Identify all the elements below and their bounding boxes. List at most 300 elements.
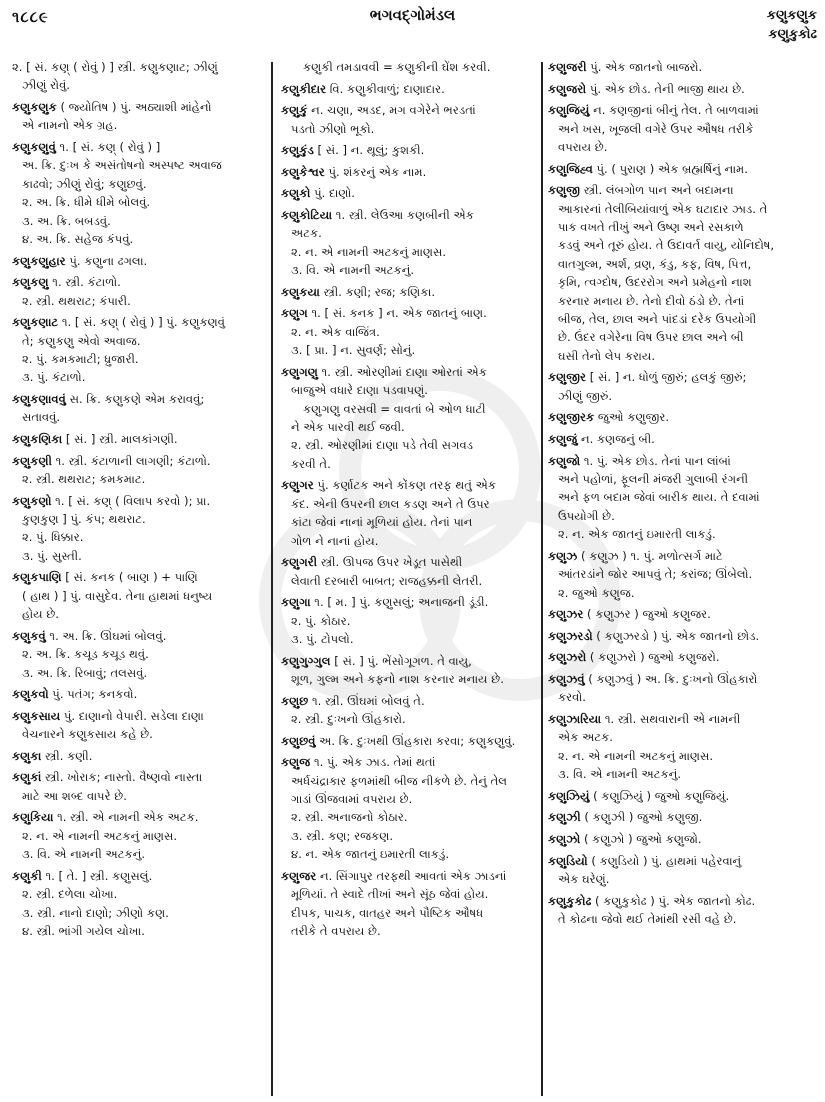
sense-line: ૨. સ્ત્રી. દુઃખનો ઊંહકારો. bbox=[291, 712, 406, 727]
column-2 bbox=[281, 58, 535, 1098]
sense-line: ૩. સ્ત્રી. કણ; રજકણ. bbox=[291, 828, 394, 843]
definition-text: ૧. સ્ત્રી. ઓરણીમાં દાણા ઓરતાં એક bbox=[317, 364, 487, 379]
definition-text: ( કણુઝો ) જુઓ કણુજો. bbox=[580, 832, 702, 847]
definition-text: ૧. [ તે. ] સ્ત્રી. કણુસલું. bbox=[41, 868, 153, 883]
column-1 bbox=[12, 58, 266, 1098]
entry-first-line bbox=[12, 492, 266, 510]
dictionary-entry bbox=[12, 568, 266, 623]
headword: કણુઝરડો bbox=[548, 628, 593, 643]
continuation-line: કાંટા જેવાં નાનાં મૂળિયાં હોય. તેનાં પાન bbox=[291, 515, 473, 530]
continuation-line: એક અટક. bbox=[558, 730, 613, 745]
dictionary-entry bbox=[548, 58, 816, 76]
definition-text: પું. કણુના ઢગલા. bbox=[65, 253, 148, 268]
definition-text: ૧. સ્ત્રી. સથવારાની એ નામની bbox=[601, 712, 741, 727]
definition-text: [ સં. ] સ્ત્રી. માલકાંગણી. bbox=[62, 432, 178, 447]
sense-line: ૨. સ્ત્રી. થથરાટ; કંપારી. bbox=[22, 293, 131, 308]
definition-text: ૧. પું. એક ઝાડ. તેમાં થતાં bbox=[310, 755, 436, 770]
sense-line: ૨. પું. ધિક્કાર. bbox=[22, 530, 84, 545]
idiom-continuation: ને એક પારવી થઈ જવી. bbox=[291, 420, 405, 434]
continuation-line: હોય છે. bbox=[22, 607, 59, 622]
entry-first-line bbox=[281, 732, 535, 750]
headword: કણુગર bbox=[281, 478, 314, 493]
continuation-line: આકારનાં તેલીબિયાંવાળું એક ઘટાદાર ઝાડ. તે bbox=[558, 201, 768, 216]
headword: કણુકિયા bbox=[12, 810, 54, 825]
headword: કણુઝવું bbox=[548, 672, 585, 687]
continuation-line: આંતરડાંને જોર આપવું તે; કરાંજ; ઊંબેલો. bbox=[558, 567, 753, 582]
sense-line: ૪. અ. ક્રિ. સહેજ કંપવું. bbox=[22, 232, 134, 247]
definition-text: સ્ત્રી. કણી; રજ; કણિકા. bbox=[319, 284, 436, 299]
guide-words bbox=[767, 6, 817, 44]
dictionary-entry bbox=[281, 304, 535, 359]
continuation-line: ગોળ ને નાનાં હોય. bbox=[291, 533, 379, 548]
headword: કણુકાં bbox=[12, 770, 42, 785]
sense-line: ૩. સ્ત્રી. નાનો દાણો; ઝીણો કણ. bbox=[22, 905, 169, 920]
entry-first-line bbox=[12, 430, 266, 448]
definition-text: પું. ( પુરાણ ) એક બ્રહ્મર્ષિનું નામ. bbox=[592, 161, 748, 176]
dictionary-entry bbox=[548, 160, 816, 178]
dictionary-entry bbox=[548, 452, 816, 544]
headword: કણુજો bbox=[548, 453, 581, 468]
entry-first-line bbox=[281, 363, 535, 381]
continuation-line: અર્ધચંદ્રાકાર ફળમાંથી બીજ નીકળે છે. તેનું તેલ bbox=[291, 773, 508, 788]
entry-first-line bbox=[548, 892, 816, 910]
definition-text: સ્ત્રી. ઊપજ ઉપર ખેડૂત પાસેથી bbox=[317, 555, 463, 570]
dictionary-entry bbox=[12, 747, 266, 765]
definition-text: ન. ચણા, અડદ, મગ વગેરેને ભરડતાં bbox=[307, 103, 476, 118]
continuation-line: કડવું અને તૂરું હોય. તે ઉદાવર્ત વાયુ, યોનિદોષ, bbox=[558, 238, 775, 253]
entry-first-line bbox=[12, 138, 266, 156]
continuation-line: કુણકુણ ] પું. કંપ; થથરાટ. bbox=[22, 512, 146, 527]
headword: કણુઝારિયા bbox=[548, 712, 602, 727]
continuation-line: અટક. bbox=[291, 226, 322, 241]
continuation-line: બીજ, તેલ, છાલ અને પાંદડાં દરેક ઉપયોગી bbox=[558, 312, 757, 327]
dictionary-entry bbox=[12, 808, 266, 863]
column-divider bbox=[271, 62, 273, 1096]
headword: કણુઝ bbox=[548, 548, 578, 563]
dictionary-entry bbox=[548, 181, 816, 365]
definition-text: ૧. સ્ત્રી. કંટાળાની લાગણી; કંટાળો. bbox=[51, 453, 211, 468]
sense-line: ૨. પું. કોઠાર. bbox=[291, 613, 351, 628]
entry-first-line bbox=[548, 80, 816, 98]
dictionary-entry bbox=[548, 710, 816, 784]
sense-line: ૩. પું. કંટાળો. bbox=[22, 370, 86, 385]
definition-text: સ્ત્રી. ખોરાક; નાસ્તો. વૈષ્ણવો નાસ્તા bbox=[41, 770, 203, 785]
definition-text: ૧. અ. ક્રિ. ઊંઘમાં બોલવું. bbox=[45, 628, 167, 643]
continuation-line: અ. ક્રિ. દુઃખ કે અસંતોષનો અસ્પષ્ટ અવાજ bbox=[22, 158, 222, 173]
continuation-line: કરવો. bbox=[558, 690, 586, 705]
running-title: ભગવદ્ગોમંડલ bbox=[369, 6, 456, 24]
dictionary-entry bbox=[12, 492, 266, 566]
dictionary-entry bbox=[548, 101, 816, 156]
dictionary-entry bbox=[12, 313, 266, 387]
headword: કણુઝી bbox=[548, 810, 581, 825]
headword: કણુકેશ્વર bbox=[281, 164, 325, 179]
idiom-line: કણુગણુ વરસવી = વાવતાં બે ઓળ ધાટી bbox=[303, 401, 486, 416]
continuation-line: ઉપયોગી છે. bbox=[558, 508, 615, 523]
entry-first-line bbox=[281, 184, 535, 202]
headword: કણુગરી bbox=[281, 555, 318, 570]
entry-first-line bbox=[281, 867, 535, 885]
dictionary-entry bbox=[281, 652, 535, 689]
sense-line: ૩. અ. ક્રિ. બબડવું. bbox=[22, 213, 111, 228]
entry-first-line bbox=[12, 685, 266, 703]
continuation-line: માટે આ શબ્દ વાપરે છે. bbox=[22, 788, 127, 803]
definition-text: ન. કણજીનાં બીનું તેલ. તે બાળવામાં bbox=[589, 103, 759, 118]
definition-text: ન. સિંગાપુર તરફથી આવતાં એક ઝાડનાં bbox=[316, 868, 507, 883]
sense-line: ૩. પું. ટોપલો. bbox=[291, 632, 354, 647]
dictionary-entry bbox=[548, 430, 816, 448]
entry-first-line bbox=[12, 273, 266, 291]
entry-first-line bbox=[281, 163, 535, 181]
continuation-line: કંદ. એની ઉપરની છાલ કડણ અને તે ઉપર bbox=[291, 496, 490, 511]
headword: કણુકણી bbox=[12, 453, 52, 468]
entry-first-line bbox=[548, 710, 816, 728]
headword: કણુજરી bbox=[548, 60, 587, 74]
dictionary-entry bbox=[548, 80, 816, 98]
sense-line: ૨. ન. એક જાતનું ઇમારતી લાકડું. bbox=[558, 527, 716, 542]
definition-text: ૧. સ્ત્રી. એ નામની એક અટક. bbox=[53, 810, 199, 825]
dictionary-entry bbox=[548, 892, 816, 929]
continuation-line: તે કોઢના જેવો થઈ તેમાંથી રસી વહે છે. bbox=[558, 912, 737, 927]
sense-line: ૪. ન. એક જાતનું ઇમારતી લાકડું. bbox=[291, 847, 450, 862]
entry-first-line bbox=[12, 390, 266, 408]
entry-first-line bbox=[548, 852, 816, 870]
entry-first-line bbox=[281, 476, 535, 494]
idiom-line: કણુકી તમડાવવી = કણુકીની ઘેંશ કરવી. bbox=[303, 60, 491, 74]
entry-first-line bbox=[548, 408, 816, 426]
definition-text: સ. ક્રિ. કણુકણે એમ કરાવવું; bbox=[65, 392, 205, 407]
entry-first-line bbox=[281, 80, 535, 98]
sense-line: ૨. ન. એ નામની અટકનું માણસ. bbox=[558, 748, 714, 763]
continuation-line: કાઢવો; ઝીણું રોવું; કણુછવું. bbox=[22, 176, 147, 191]
entry-first-line bbox=[12, 252, 266, 270]
entry-first-line bbox=[281, 692, 535, 710]
headword: કણુકવો bbox=[12, 687, 49, 702]
dictionary-entry bbox=[12, 768, 266, 805]
entry-first-line bbox=[548, 547, 816, 565]
continuation-line: તે; કણુકણુ એવો અવાજ. bbox=[22, 333, 141, 348]
definition-text: ન. કણજનું બી. bbox=[577, 432, 655, 447]
definition-text: ૧. [ સં. કનક ] ન. એક જાતનું બાણ. bbox=[307, 306, 487, 321]
definition-text: ( કણુકુકોઢ ) પું. એક જાતનો કોઢ. bbox=[591, 893, 756, 908]
continuation-line: બાજુએ વધારે દાણા પડવાપણું. bbox=[291, 383, 428, 398]
headword: કણુકસાય bbox=[12, 708, 61, 723]
dictionary-entry bbox=[281, 141, 535, 159]
continuation-line: વપરાય છે. bbox=[558, 140, 608, 154]
dictionary-entry bbox=[281, 283, 535, 301]
dictionary-entry bbox=[281, 184, 535, 202]
sense-line: ૨. સ્ત્રી. ઓરણીમાં દાણા પડે તેવી સગવડ bbox=[291, 438, 474, 453]
headword: કણુઝિયું bbox=[548, 788, 590, 803]
headword: કણુજિહ્વ bbox=[548, 161, 593, 176]
definition-text: પું. કર્ણાટક અને કોંકણ તરફ થતું એક bbox=[313, 478, 497, 493]
sense-line: ૩. પું. સુસ્તી. bbox=[22, 548, 82, 563]
sense-line: ૩. વિ. એ નામની અટકનું. bbox=[558, 767, 682, 782]
headword: કણુઝો bbox=[548, 832, 581, 847]
definition-text: ( કણુઝી ) જુઓ કણુજી. bbox=[580, 810, 703, 825]
dictionary-entry bbox=[12, 273, 266, 310]
headword: કણુકુંડ bbox=[281, 143, 314, 158]
sense-line: ૨. સ્ત્રી. થથરાટ; કમકમાટ. bbox=[22, 472, 146, 487]
dictionary-entry bbox=[281, 867, 535, 941]
entry-first-line bbox=[12, 627, 266, 645]
sense-line: ૩. [ પ્રા. ] ન. સુવર્ણ; સોનું. bbox=[291, 343, 416, 358]
entry-first-line bbox=[12, 808, 266, 826]
entry-first-line bbox=[548, 830, 816, 848]
guide-word-last: કણુકુકોઢ bbox=[768, 27, 817, 42]
definition-text: ( કણુઝિયું ) જુઓ કણુજિયું. bbox=[589, 788, 730, 803]
definition-text: ( કણુઝરો ) જુઓ કણુજરો. bbox=[586, 650, 720, 665]
dictionary-entry bbox=[281, 732, 535, 750]
dictionary-entry bbox=[281, 101, 535, 138]
continuation-line: એ નામનો એક ગ્રહ. bbox=[22, 118, 118, 133]
definition-text: ( કણુઝવું ) અ. ક્રિ. દુઃખનો ઊંહકારો bbox=[584, 672, 758, 687]
continuation-line: દીપક, પાચક, વાતહર અને પૌષ્ટિક ઔષધ bbox=[291, 905, 484, 920]
dictionary-entry bbox=[12, 867, 266, 941]
dictionary-entry bbox=[548, 605, 816, 623]
entry-first-line bbox=[12, 313, 266, 331]
entry-first-line bbox=[281, 283, 535, 301]
dictionary-entry bbox=[12, 138, 266, 248]
entry-first-line bbox=[548, 787, 816, 805]
dictionary-entry bbox=[12, 627, 266, 682]
definition-text: જુઓ કણુજીર. bbox=[594, 410, 670, 425]
entry-first-line bbox=[12, 568, 266, 586]
entry-first-line bbox=[548, 430, 816, 448]
dictionary-entry bbox=[281, 363, 535, 473]
headword: કણુકણુક bbox=[12, 100, 57, 114]
headword: કણુજિયું bbox=[548, 103, 590, 118]
dictionary-entry bbox=[281, 80, 535, 98]
definition-text: પું. એક છોડ. તેની ભાજી થાય છે. bbox=[586, 81, 745, 96]
dictionary-entry bbox=[281, 476, 535, 550]
continuation-line: અને ફળ બદામ જેવાં બારીક થાય. તે દવામાં bbox=[558, 490, 760, 505]
definition-text: ૧. [ સં. કણ્ ( રોવું ) ] bbox=[55, 140, 161, 154]
headword: કણુકવું bbox=[12, 628, 46, 643]
dictionary-entry bbox=[12, 430, 266, 448]
dictionary-entry bbox=[12, 98, 266, 135]
sense-line: ૨. સ્ત્રી. અનાજનો કોઠાર. bbox=[291, 810, 408, 825]
dictionary-entry bbox=[12, 252, 266, 270]
headword: કણુજીરક bbox=[548, 410, 595, 425]
dictionary-entry bbox=[281, 753, 535, 863]
headword: કણુકું bbox=[281, 103, 308, 118]
headword: કણુકા bbox=[12, 748, 42, 763]
headword: કણુકપાણિ bbox=[12, 570, 62, 585]
definition-text: ૧. [ સં. કણ્ ( વિલાપ કરવો ); પ્રા. bbox=[51, 493, 211, 508]
entry-first-line bbox=[281, 753, 535, 771]
continuation-line: પાક વખતે તીખું અને ઉષ્ણ અને રસકાળે bbox=[558, 220, 744, 234]
guide-word-first: કણુકણુક bbox=[766, 8, 817, 23]
headword: કણુજી bbox=[548, 183, 581, 198]
continuation-line: ઝીણું રોવું. bbox=[22, 78, 70, 93]
definition-text: સ્ત્રી. લંબગોળ પાન અને બદામના bbox=[580, 183, 734, 198]
definition-text: ( કણુઝર ) જુઓ કણુજર. bbox=[583, 607, 711, 622]
definition-text: [ સં. ] ન. થૂલું; કુશકી. bbox=[313, 143, 425, 158]
continuation-line: વાતગુલ્મ, અર્શ, વ્રણ, કંડુ, કફ, વિષ, પિત્ત, bbox=[558, 256, 752, 271]
continuation-line: ઘસી તેનો લેપ કરાય. bbox=[558, 348, 656, 363]
dictionary-entry bbox=[281, 553, 535, 590]
definition-text: [ સં. ] પું. ભેંસોગૂગળ. તે વાયુ, bbox=[330, 653, 472, 668]
dictionary-entry bbox=[12, 390, 266, 427]
headword: કણુગુગ્ગુલ bbox=[281, 653, 331, 668]
continuation-line: સતાવવું. bbox=[22, 410, 61, 425]
continuation-line: એક ઘરેણું. bbox=[558, 872, 610, 887]
definition-text: ૧. પું. એક છોડ. તેનાં પાન લાંબાં bbox=[580, 453, 731, 468]
entry-first-line bbox=[12, 768, 266, 786]
entry-first-line bbox=[548, 368, 816, 386]
page-header bbox=[0, 0, 825, 52]
entry-first-line bbox=[12, 747, 266, 765]
entry-first-line bbox=[548, 181, 816, 199]
dictionary-entry bbox=[281, 593, 535, 648]
entry-first-line bbox=[548, 160, 816, 178]
headword: કણુકણુવું bbox=[12, 140, 56, 154]
sense-line: ૨. ન. એક વાજિંત્ર. bbox=[291, 324, 380, 339]
dictionary-entry bbox=[12, 58, 266, 95]
continuation-line: તરીકે તે વપરાય છે. bbox=[291, 924, 381, 939]
headword: કણુકયા bbox=[281, 284, 320, 299]
sense-line: ૨. પું. કમકમાટી; ધ્રુજારી. bbox=[22, 352, 139, 367]
definition-text: [ સં. કનક ( બાણ ) + પાણિ bbox=[61, 570, 198, 585]
dictionary-entry bbox=[548, 368, 816, 405]
headword: કણુગણુ bbox=[281, 364, 318, 379]
headword: કણુકીદાર bbox=[281, 81, 327, 96]
headword: કણુકણાવવું bbox=[12, 392, 66, 407]
dictionary-entry bbox=[281, 163, 535, 181]
definition-text: પું. દાણાનો વેપારી. સડેલા દાણા bbox=[60, 708, 204, 723]
dictionary-entry bbox=[12, 452, 266, 489]
definition-text: ( જ્યોતિષ ) પું. અઠ્યાશી માંહેનો bbox=[56, 100, 212, 114]
entry-first-line bbox=[548, 605, 816, 623]
sense-line: ૩. વિ. એ નામની અટકનું. bbox=[291, 263, 415, 278]
headword: કણુગ bbox=[281, 306, 308, 321]
sense-line: ૨. સ્ત્રી. દળેલા ચોખા. bbox=[22, 887, 118, 902]
column-divider bbox=[541, 62, 543, 1096]
definition-text: સ્ત્રી. કણી. bbox=[41, 748, 93, 763]
headword: કણુજું bbox=[548, 432, 578, 447]
headword: કણુકો bbox=[281, 186, 311, 201]
continuation-line: કૃમિ, ત્વગ્દોષ, ઉદરરોગ અને પ્રમેહનો નાશ bbox=[558, 275, 752, 290]
entry-first-line bbox=[548, 452, 816, 470]
headword: કણુજરો bbox=[548, 81, 587, 96]
headword: કણુકી bbox=[12, 868, 42, 883]
headword: કણુજર bbox=[281, 868, 317, 883]
continuation-line: લેવાતી દરબારી બાબત; રાજહક્કની લેતરી. bbox=[291, 573, 483, 588]
definition-text: ૧. સ્ત્રી. લેઉઆ કણબીની એક bbox=[332, 207, 474, 222]
dictionary-entry bbox=[281, 692, 535, 729]
sense-line: ૨. ન. એ નામની અટકનું માણસ. bbox=[291, 244, 447, 259]
sense-line: ૪. સ્ત્રી. ભાંગી ગયેલ ચોખા. bbox=[22, 924, 145, 939]
sense-line: ૨. અ. ક્રિ. ધીમે ધીમે બોલવું. bbox=[22, 195, 151, 210]
entry-first-line bbox=[12, 867, 266, 885]
dictionary-columns bbox=[0, 58, 825, 1098]
headword: કણુકણાટ bbox=[12, 315, 59, 330]
sense-line: ૨. અ. ક્રિ. કચૂડ કચૂડ થવું. bbox=[22, 647, 149, 662]
dictionary-entry bbox=[281, 206, 535, 280]
entry-first-line bbox=[281, 101, 535, 119]
definition-text: વિ. કણુકીવાળું; દાણાદાર. bbox=[326, 81, 445, 96]
definition-text: ૧. [ સં. કણ્ ( રોવું ) ] પું. કણુકણવું bbox=[58, 315, 226, 330]
continuation-line: શૂળ, ગુલ્મ અને કફનો નાશ કરનાર મનાય છે. bbox=[291, 672, 504, 687]
dictionary-entry bbox=[12, 685, 266, 703]
headword: કણુગા bbox=[281, 595, 311, 610]
entry-first-line bbox=[12, 98, 266, 116]
column-3 bbox=[548, 58, 816, 1098]
headword: કણુઝરો bbox=[548, 650, 587, 665]
continuation-line: કરનાર મનાય છે. તેનો દીવો ઠંડો છે. તેનાં bbox=[558, 293, 745, 308]
definition-text: ૧. સ્ત્રી. કંટાળો. bbox=[48, 275, 121, 290]
continuation-line: ( હાથ ) ] પું. વાસુદેવ. તેના હાથમાં ધનુષ્ય bbox=[22, 588, 213, 603]
dictionary-entry bbox=[548, 787, 816, 805]
definition-text: ૧. [ મ. ] પું. કણુસલું; અનાજની ડૂંડી. bbox=[310, 595, 489, 610]
entry-first-line bbox=[548, 670, 816, 688]
continuation-line: છે. ઉંદર વગેરેના વિષ ઉપર છાલ અને બી bbox=[558, 330, 744, 345]
dictionary-entry bbox=[548, 547, 816, 602]
dictionary-entry bbox=[548, 670, 816, 707]
headword: કણુકુકોઢ bbox=[548, 893, 592, 908]
continuation-line: ગાડાં ઊંજવામાં વપરાય છે. bbox=[291, 792, 413, 807]
definition-text: ( કણુઝરડો ) પું. એક જાતનો છોડ. bbox=[592, 628, 760, 643]
definition-text: અ. ક્રિ. દુઃખથી ઊંહકારા કરવા; કણુકણુવું. bbox=[315, 733, 516, 748]
definition-text: ( કણુડિયો ) પું. હાથમાં પહેરવાનું bbox=[587, 853, 742, 868]
headword: કણુડિયો bbox=[548, 853, 588, 868]
dictionary-entry bbox=[548, 627, 816, 645]
headword: કણુકોટિયા bbox=[281, 207, 333, 222]
entry-first-line bbox=[548, 58, 816, 76]
headword: કણુકણો bbox=[12, 493, 52, 508]
page-number: ૧૮૮૯ bbox=[12, 8, 49, 26]
continuation-line: કરવી તે. bbox=[291, 456, 331, 471]
definition-text: પું. શંકરનું એક નામ. bbox=[324, 164, 427, 179]
continuation-line: મૂળિયાં. તે સ્વાદે તીખાં અને સૂંઠ જેવાં હોય. bbox=[291, 887, 489, 902]
entry-first-line bbox=[548, 808, 816, 826]
definition-text: ( કણુઝ ) ૧. પું. મળોત્સર્ગ માટે bbox=[577, 548, 723, 563]
entry-first-line bbox=[281, 652, 535, 670]
definition-text: પું. દાણો. bbox=[310, 186, 355, 201]
headword: કણુઝર bbox=[548, 607, 584, 622]
entry-first-line bbox=[281, 553, 535, 571]
dictionary-entry bbox=[548, 648, 816, 666]
entry-first-line bbox=[281, 593, 535, 611]
headword: કણુજ bbox=[281, 755, 311, 770]
dictionary-entry bbox=[548, 830, 816, 848]
dictionary-entry bbox=[548, 808, 816, 826]
sense-line: ૩. અ. ક્રિ. રિબાવું; તલસવું. bbox=[22, 665, 148, 680]
sense-line: ૨. ન. એ નામની અટકનું માણસ. bbox=[22, 828, 178, 843]
continuation-line: અને ખસ, ખૂજલી વગેરે ઉપર ઔષધ તરીકે bbox=[558, 121, 754, 136]
continuation-line: વેચનારને કણુકસાય કહે છે. bbox=[22, 727, 153, 742]
continuation-line: અને પહોળાં, ફૂલની મંજરી ગુલાબી રંગની bbox=[558, 472, 749, 487]
entry-first-line bbox=[281, 206, 535, 224]
sense-line: ૨. જુઓ કણુજ. bbox=[558, 585, 635, 600]
entry-first-line bbox=[281, 141, 535, 159]
headword: કણુછ bbox=[281, 693, 309, 708]
definition-text: પું. એક જાતનો બાજરો. bbox=[586, 60, 703, 74]
headword: કણુકણિકા bbox=[12, 432, 63, 447]
entry-first-line bbox=[281, 304, 535, 322]
dictionary-entry bbox=[548, 408, 816, 426]
sense-line: ૩. વિ. એ નામની અટકનું. bbox=[22, 847, 146, 862]
entry-first-line bbox=[548, 648, 816, 666]
entry-first-line bbox=[548, 627, 816, 645]
headword: કણુકણુહાર bbox=[12, 253, 66, 268]
headword: કણુકણુ bbox=[12, 275, 49, 290]
dictionary-entry bbox=[281, 58, 535, 76]
headword: કણુજીર bbox=[548, 370, 587, 385]
dictionary-entry bbox=[12, 707, 266, 744]
definition-text: [ સં. ] ન. ધોળું જીરું; હલકું જીરું; bbox=[586, 370, 747, 385]
